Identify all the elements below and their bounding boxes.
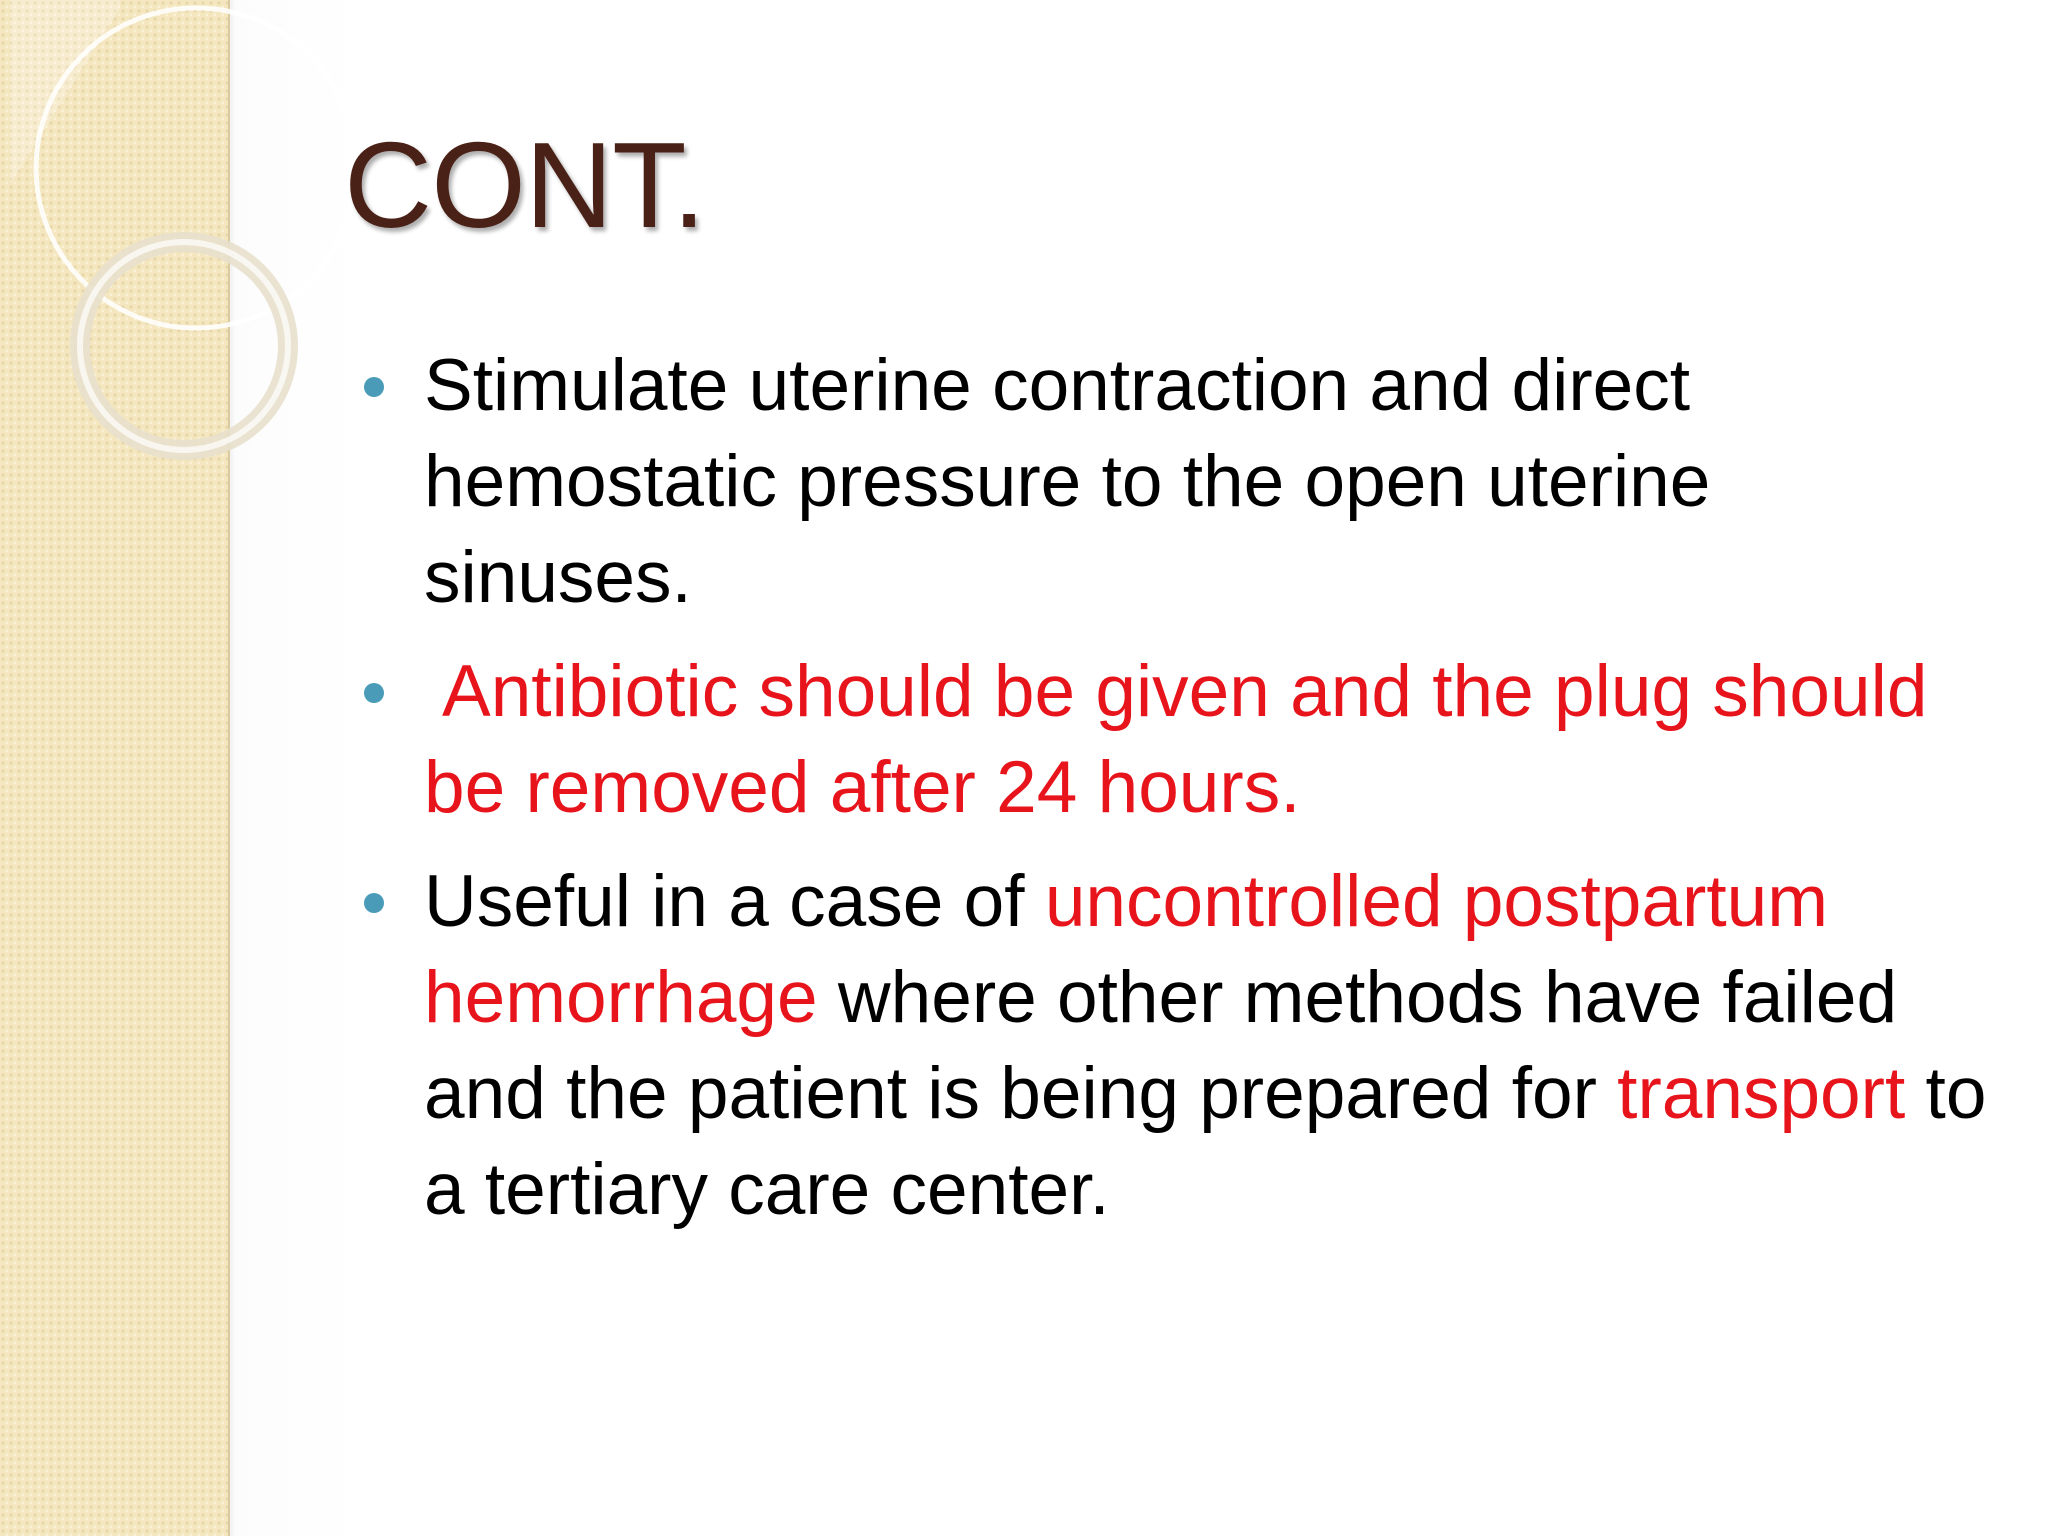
highlighted-text: transport [1617, 1053, 1906, 1134]
bullet-text [424, 651, 1927, 828]
bullet-list [352, 338, 1992, 1256]
bullet-marker-icon [364, 683, 384, 703]
decorative-side-strip [0, 0, 230, 1536]
bullet-item [352, 644, 1992, 836]
side-strip-shadow [228, 0, 236, 1536]
bullet-text [424, 345, 1710, 618]
bullet-item [352, 854, 1992, 1238]
bullet-marker-icon [364, 893, 384, 913]
body-text: where other methods have failed and the patient is being prepared for [424, 957, 1898, 1134]
slide-title: CONT. [344, 117, 705, 253]
highlighted-text: Antibiotic should be given and the plug should be removed after 24 hours. [424, 651, 1928, 828]
body-text: to a tertiary care center. [424, 1053, 1987, 1230]
body-text: Useful in a case of [424, 861, 1045, 942]
bullet-item [352, 338, 1992, 626]
highlighted-text: uncontrolled postpartum hemorrhage [424, 861, 1829, 1038]
body-text: Stimulate uterine contraction and direct hemostatic pressure to the open uterine sinuses. [424, 345, 1711, 618]
bullet-marker-icon [364, 377, 384, 397]
bullet-text [424, 861, 1986, 1230]
